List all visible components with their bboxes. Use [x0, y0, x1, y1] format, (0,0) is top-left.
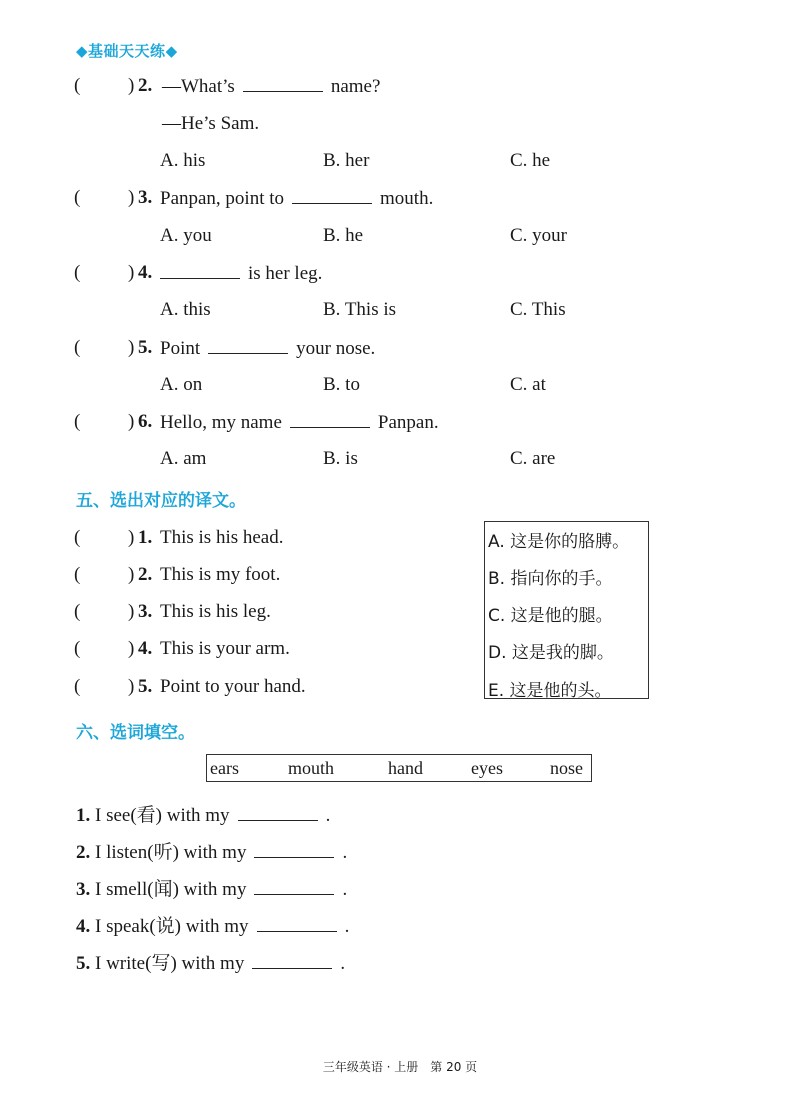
- answer-blank[interactable]: [243, 75, 323, 92]
- answer-paren-open[interactable]: (: [74, 638, 81, 659]
- item-number: 2.: [138, 564, 153, 585]
- translation-option: E. 这是他的头。: [488, 681, 612, 701]
- item-text: This is his leg.: [160, 601, 271, 622]
- word-bank-item: nose: [550, 758, 583, 778]
- answer-paren-close: ): [128, 411, 135, 432]
- answer-paren-open[interactable]: (: [74, 75, 81, 96]
- answer-paren-close: ): [128, 187, 135, 208]
- option-c: C. are: [510, 448, 556, 469]
- question-number: 4.: [138, 262, 153, 283]
- item-text: I write(写) with my: [95, 953, 245, 974]
- question-text: Hello, my name Panpan.: [160, 412, 439, 433]
- answer-blank[interactable]: [290, 411, 370, 428]
- answer-paren-open[interactable]: (: [74, 564, 81, 585]
- answer-blank[interactable]: [257, 915, 337, 932]
- option-a: A. his: [160, 150, 206, 171]
- item-number: 1.: [138, 527, 153, 548]
- item-text: Point to your hand.: [160, 676, 306, 697]
- fill-item: [76, 800, 330, 827]
- question-number: 3.: [138, 187, 153, 208]
- answer-paren-open[interactable]: (: [74, 601, 81, 622]
- option-b: B. is: [323, 448, 358, 469]
- option-c: C. at: [510, 374, 546, 395]
- answer-paren-open[interactable]: (: [74, 187, 81, 208]
- item-number: 3.: [138, 601, 153, 622]
- option-c: C. he: [510, 150, 551, 171]
- answer-paren-close: ): [128, 638, 135, 659]
- translation-option: C. 这是他的腿。: [488, 606, 613, 626]
- period: .: [340, 953, 346, 974]
- answer-blank[interactable]: [292, 187, 372, 204]
- period: .: [342, 842, 348, 863]
- question-text: is her leg.: [152, 262, 322, 285]
- item-text: This is his head.: [160, 527, 284, 548]
- answer-paren-close: ): [128, 262, 135, 283]
- period: .: [344, 916, 350, 937]
- item-number: 5.: [138, 676, 153, 697]
- word-bank-item: hand: [388, 758, 423, 778]
- question-text: —What’s name?: [162, 76, 381, 97]
- answer-blank[interactable]: [238, 804, 318, 821]
- fill-item: [76, 874, 347, 901]
- item-number: 3.: [76, 879, 91, 900]
- answer-paren-close: ): [128, 75, 135, 96]
- option-c: C. your: [510, 225, 567, 246]
- option-b: B. her: [323, 150, 370, 171]
- answer-paren-open[interactable]: (: [74, 676, 81, 697]
- section-tag: [76, 40, 178, 61]
- answer-paren-close: ): [128, 337, 135, 358]
- item-text: I speak(说) with my: [95, 916, 249, 937]
- answer-paren-open[interactable]: (: [74, 262, 81, 283]
- answer-paren-close: ): [128, 676, 135, 697]
- item-text: I listen(听) with my: [95, 842, 247, 863]
- option-b: B. to: [323, 374, 360, 395]
- answer-blank[interactable]: [208, 337, 288, 354]
- fill-item: [76, 837, 347, 864]
- question-number: 2.: [138, 75, 153, 96]
- page-footer: 三年级英语 · 上册 第 20 页: [322, 1060, 478, 1074]
- period: .: [325, 805, 331, 826]
- item-number: 5.: [76, 953, 91, 974]
- section-6-title: 六、选词填空。: [76, 723, 195, 743]
- answer-paren-close: ): [128, 564, 135, 585]
- diamond-icon: ◆: [76, 42, 89, 60]
- diamond-icon: ◆: [165, 42, 178, 60]
- period: .: [342, 879, 348, 900]
- question-reply: —He’s Sam.: [162, 113, 260, 134]
- item-text: I see(看) with my: [95, 805, 230, 826]
- answer-blank[interactable]: [254, 841, 334, 858]
- word-bank-item: ears: [210, 758, 239, 778]
- answer-paren-open[interactable]: (: [74, 411, 81, 432]
- item-number: 4.: [138, 638, 153, 659]
- tag-label: 基础天天练: [88, 42, 166, 60]
- question-text: Panpan, point to mouth.: [160, 188, 434, 209]
- answer-paren-close: ): [128, 601, 135, 622]
- item-number: 2.: [76, 842, 91, 863]
- translation-option: D. 这是我的脚。: [488, 643, 614, 663]
- answer-blank[interactable]: [252, 952, 332, 969]
- question-number: 6.: [138, 411, 153, 432]
- option-a: A. on: [160, 374, 203, 395]
- word-bank-item: eyes: [471, 758, 503, 778]
- option-b: B. he: [323, 225, 364, 246]
- option-c: C. This: [510, 299, 566, 320]
- option-a: A. this: [160, 299, 211, 320]
- item-text: This is my foot.: [160, 564, 281, 585]
- word-bank-item: mouth: [288, 758, 335, 778]
- answer-paren-close: ): [128, 527, 135, 548]
- item-number: 1.: [76, 805, 91, 826]
- section-5-title: 五、选出对应的译文。: [76, 491, 246, 511]
- answer-blank[interactable]: [254, 878, 334, 895]
- translation-option: B. 指向你的手。: [488, 569, 613, 589]
- question-number: 5.: [138, 337, 153, 358]
- answer-paren-open[interactable]: (: [74, 527, 81, 548]
- fill-item: [76, 948, 345, 975]
- question-text: Point your nose.: [160, 338, 376, 359]
- translation-option: A. 这是你的胳膊。: [488, 532, 630, 552]
- answer-blank[interactable]: [160, 262, 240, 279]
- option-a: A. you: [160, 225, 212, 246]
- option-b: B. This is: [323, 299, 397, 320]
- option-a: A. am: [160, 448, 207, 469]
- item-number: 4.: [76, 916, 91, 937]
- fill-item: [76, 911, 349, 938]
- answer-paren-open[interactable]: (: [74, 337, 81, 358]
- item-text: I smell(闻) with my: [95, 879, 247, 900]
- item-text: This is your arm.: [160, 638, 290, 659]
